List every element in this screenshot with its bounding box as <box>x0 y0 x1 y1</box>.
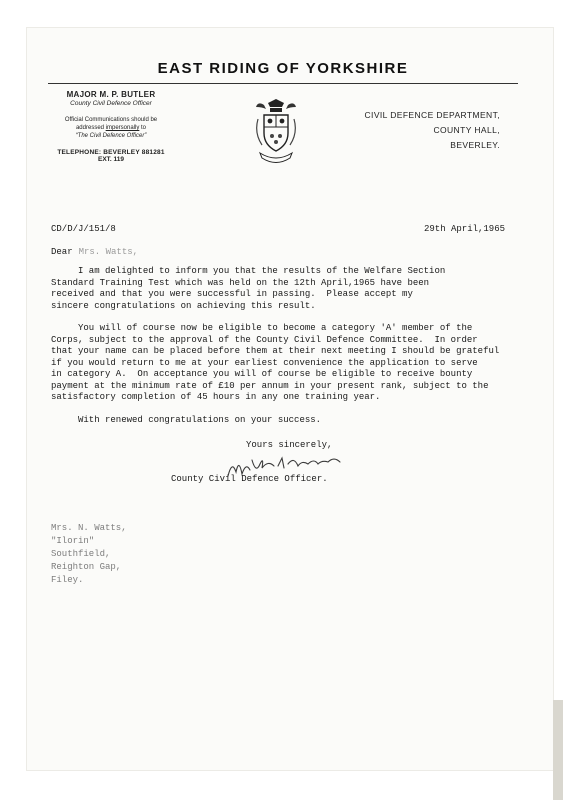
communications-addressee: “The Civil Defence Officer” <box>75 133 147 139</box>
county-heading: EAST RIDING OF YORKSHIRE <box>157 60 409 77</box>
officer-block <box>48 90 174 163</box>
county-crest-icon <box>250 97 302 165</box>
department-hall: COUNTY HALL, <box>433 125 500 135</box>
department-address <box>360 108 500 153</box>
salutation <box>51 247 138 257</box>
officer-title: County Civil Defence Officer <box>70 100 152 107</box>
salutation-greeting: Dear <box>51 247 73 257</box>
officer-name: MAJOR M. P. BUTLER <box>66 90 156 99</box>
paragraph-category-a: You will of course now be eligible to become a category 'A' member of the Corps, subject to the approval of the County Civil Defence Committee. In order that your name can be placed before them at their next meeting I should be grateful if you would return to me at your earliest convenience the application to serve in category A. On acceptance you will of course be eligible to receive bounty payment at the minimum rate of £10 per annum in your present rank, subject to the satisfactory completion of 45 hours in any one training year. <box>51 323 500 402</box>
heading-rule <box>48 83 518 84</box>
paragraph-congratulations: With renewed congratulations on your success. <box>51 415 322 425</box>
telephone-extension: EXT. 119 <box>97 156 125 163</box>
salutation-name: Mrs. Watts, <box>78 247 139 257</box>
communications-note-line2: addressed impersonally to <box>75 125 147 131</box>
paragraph-results: I am delighted to inform you that the results of the Welfare Section Standard Training Test which was held on the 12th April,1965 have been received and that you were successful in passing. Please accept my sincere congratulations on achieving this result. <box>51 266 446 311</box>
reference-number: CD/D/J/151/8 <box>51 224 116 234</box>
department-town: BEVERLEY. <box>450 140 500 150</box>
letter-date: 29th April,1965 <box>424 224 506 234</box>
scan-edge-shadow <box>553 700 563 800</box>
department-name: CIVIL DEFENCE DEPARTMENT, <box>364 110 500 120</box>
communications-note <box>48 116 174 132</box>
telephone-number: TELEPHONE: BEVERLEY 881281 <box>57 149 165 156</box>
communications-note-line1: Official Communications should be <box>64 117 158 123</box>
signatory-title: County Civil Defence Officer. <box>171 474 328 484</box>
closing: Yours sincerely, <box>246 440 333 450</box>
recipient-address: Mrs. N. Watts, "Ilorin" Southfield, Reighton Gap, Filey. <box>51 523 127 585</box>
